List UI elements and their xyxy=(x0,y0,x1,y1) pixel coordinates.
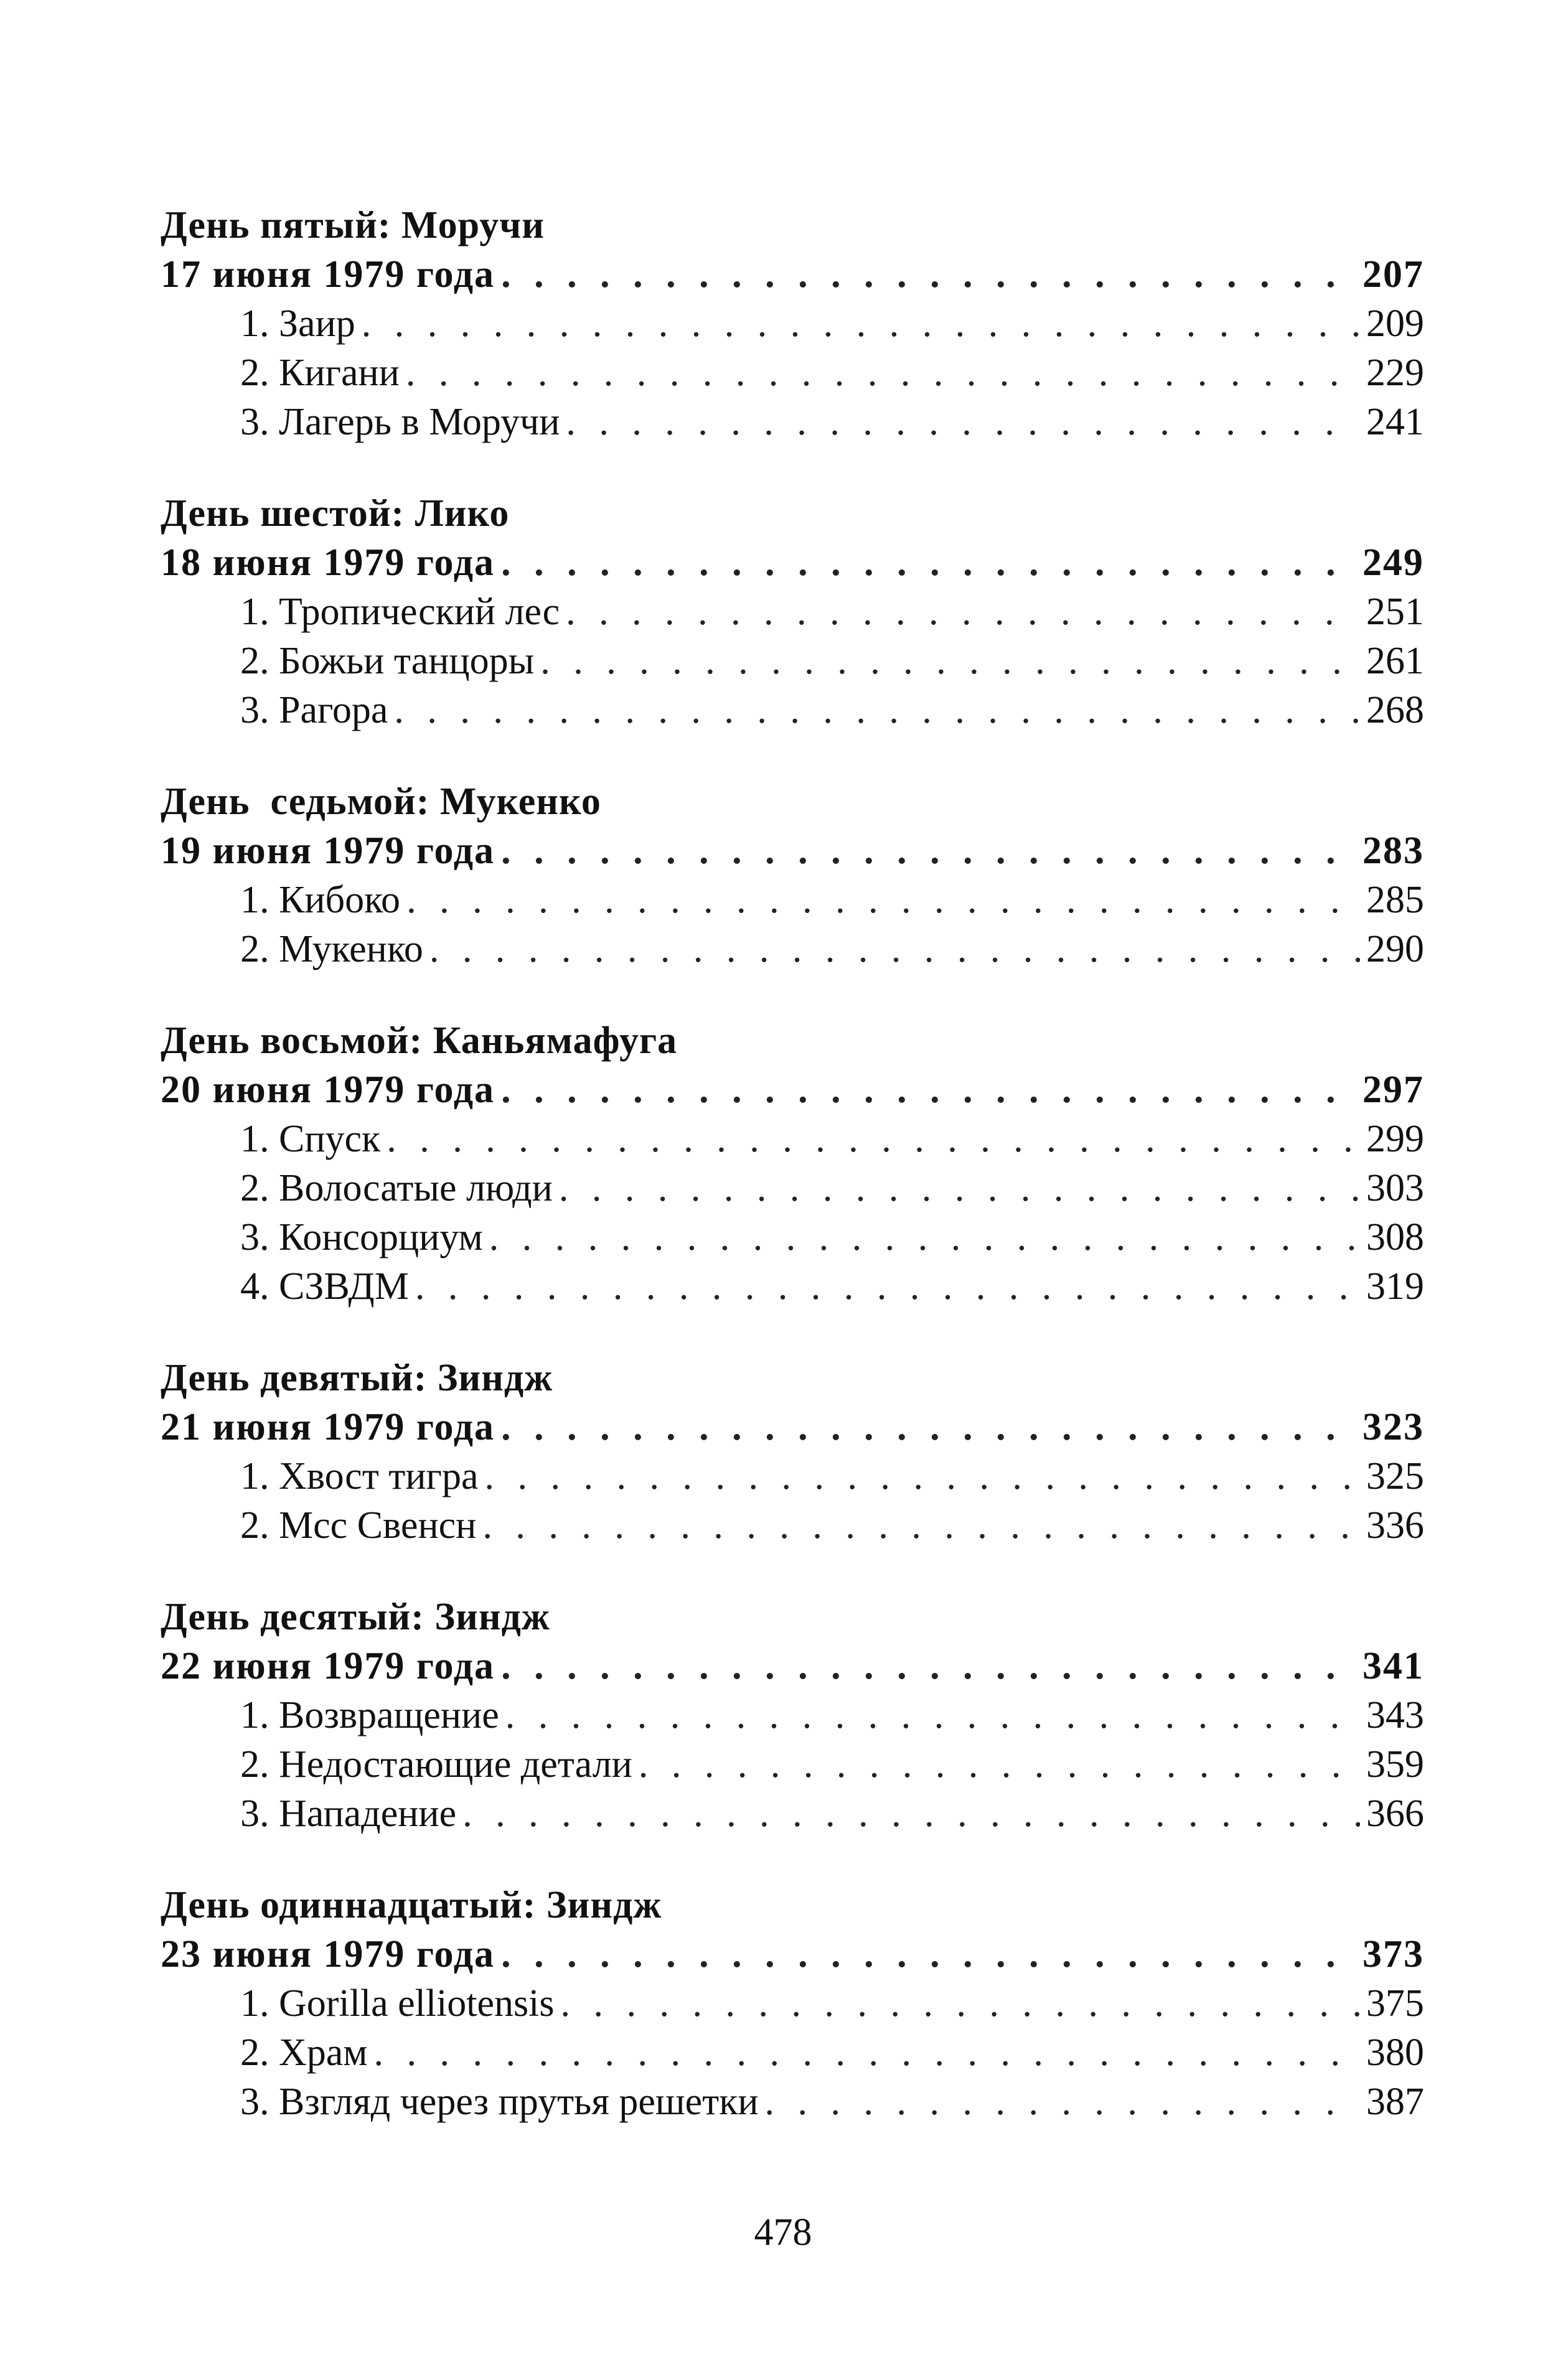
chapter-title: 3. Консорциум xyxy=(240,1216,483,1258)
day-heading-text: День восьмой: Каньямафуга xyxy=(161,1019,678,1062)
date-label: 18 июня 1979 года xyxy=(161,541,495,584)
entry-page-number: 241 xyxy=(1366,401,1424,443)
entry-page-number: 283 xyxy=(1362,830,1424,872)
dot-leader xyxy=(501,1642,1356,1691)
entry-page-number: 308 xyxy=(1366,1216,1424,1258)
dot-leader xyxy=(501,827,1356,876)
toc-section xyxy=(161,1354,1424,1550)
toc-section xyxy=(161,1593,1424,1839)
dot-leader xyxy=(482,1501,1360,1550)
dot-leader xyxy=(639,1740,1360,1789)
dot-leader xyxy=(501,1403,1356,1452)
chapter-entry xyxy=(161,299,1424,349)
day-heading xyxy=(161,1354,1424,1403)
date-label: 20 июня 1979 года xyxy=(161,1069,495,1111)
entry-page-number: 303 xyxy=(1366,1167,1424,1209)
chapter-title: 1. Кибоко xyxy=(240,879,401,921)
date-label: 17 июня 1979 года xyxy=(161,253,495,296)
dot-leader xyxy=(406,876,1360,925)
chapter-entry xyxy=(161,1979,1424,2028)
dot-leader xyxy=(387,1115,1360,1164)
toc-section xyxy=(161,489,1424,735)
entry-page-number: 261 xyxy=(1366,640,1424,682)
entry-page-number: 325 xyxy=(1366,1455,1424,1497)
dot-leader xyxy=(501,1930,1356,1979)
chapter-entry xyxy=(161,637,1424,686)
entry-page-number: 249 xyxy=(1362,541,1424,584)
chapter-entry xyxy=(161,925,1424,974)
dot-leader xyxy=(489,1213,1360,1262)
entry-page-number: 323 xyxy=(1362,1406,1424,1448)
chapter-entry xyxy=(161,1262,1424,1311)
entry-page-number: 343 xyxy=(1366,1694,1424,1736)
chapter-entry xyxy=(161,2028,1424,2078)
dot-leader xyxy=(765,2078,1360,2127)
dot-leader xyxy=(566,398,1360,447)
day-heading xyxy=(161,1593,1424,1642)
chapter-title: 1. Хвост тигра xyxy=(240,1455,479,1497)
entry-page-number: 290 xyxy=(1366,928,1424,970)
chapter-title: 1. Спуск xyxy=(240,1118,381,1160)
page-number: 478 xyxy=(754,2211,812,2254)
chapter-entry xyxy=(161,1164,1424,1213)
date-entry xyxy=(161,827,1424,876)
entry-page-number: 319 xyxy=(1366,1265,1424,1308)
dot-leader xyxy=(394,686,1360,735)
dot-leader xyxy=(559,1164,1360,1213)
dot-leader xyxy=(505,1691,1360,1740)
chapter-entry xyxy=(161,1115,1424,1164)
date-label: 21 июня 1979 года xyxy=(161,1406,495,1448)
entry-page-number: 297 xyxy=(1362,1069,1424,1111)
entry-page-number: 207 xyxy=(1362,253,1424,296)
chapter-entry xyxy=(161,1789,1424,1839)
date-label: 22 июня 1979 года xyxy=(161,1645,495,1687)
day-heading xyxy=(161,201,1424,250)
entry-page-number: 268 xyxy=(1366,689,1424,731)
dot-leader xyxy=(501,538,1356,588)
dot-leader xyxy=(501,1066,1356,1115)
chapter-title: 1. Тропический лес xyxy=(240,591,560,633)
chapter-entry xyxy=(161,1740,1424,1789)
chapter-title: 2. Храм xyxy=(240,2031,368,2074)
chapter-title: 2. Волосатые люди xyxy=(240,1167,553,1209)
entry-page-number: 251 xyxy=(1366,591,1424,633)
entry-page-number: 375 xyxy=(1366,1982,1424,2025)
chapter-entry xyxy=(161,876,1424,925)
day-heading xyxy=(161,1016,1424,1066)
chapter-entry xyxy=(161,1213,1424,1262)
chapter-title: 3. Лагерь в Моручи xyxy=(240,401,560,443)
day-heading-text: День девятый: Зиндж xyxy=(161,1357,553,1399)
day-heading-text: День пятый: Моручи xyxy=(161,204,545,246)
entry-page-number: 373 xyxy=(1362,1933,1424,1975)
chapter-title: 3. Взгляд через прутья решетки xyxy=(240,2081,759,2123)
entry-page-number: 285 xyxy=(1366,879,1424,921)
date-entry xyxy=(161,538,1424,588)
day-heading xyxy=(161,489,1424,538)
date-entry xyxy=(161,1403,1424,1452)
dot-leader xyxy=(561,1979,1360,2028)
toc-section xyxy=(161,1881,1424,2127)
chapter-title: 1. Gorilla elliotensis xyxy=(240,1982,555,2025)
date-entry xyxy=(161,250,1424,299)
chapter-title: 2. Мукенко xyxy=(240,928,423,970)
toc-section xyxy=(161,1016,1424,1311)
toc-section xyxy=(161,777,1424,974)
entry-page-number: 336 xyxy=(1366,1504,1424,1547)
chapter-entry xyxy=(161,588,1424,637)
chapter-entry xyxy=(161,1452,1424,1501)
date-entry xyxy=(161,1642,1424,1691)
date-label: 19 июня 1979 года xyxy=(161,830,495,872)
day-heading xyxy=(161,777,1424,827)
entry-page-number: 209 xyxy=(1366,302,1424,345)
chapter-title: 3. Нападение xyxy=(240,1792,457,1835)
dot-leader xyxy=(501,250,1356,299)
chapter-entry xyxy=(161,349,1424,398)
chapter-title: 2. Недостающие детали xyxy=(240,1743,632,1786)
day-heading-text: День седьмой: Мукенко xyxy=(161,780,601,823)
date-entry xyxy=(161,1930,1424,1979)
day-heading-text: День шестой: Лико xyxy=(161,492,510,535)
chapter-title: 2. Божьи танцоры xyxy=(240,640,535,682)
chapter-title: 2. Мсс Свенсн xyxy=(240,1504,477,1547)
chapter-entry xyxy=(161,1501,1424,1550)
day-heading xyxy=(161,1881,1424,1930)
dot-leader xyxy=(406,349,1360,398)
toc-section xyxy=(161,201,1424,447)
dot-leader xyxy=(415,1262,1360,1311)
entry-page-number: 299 xyxy=(1366,1118,1424,1160)
chapter-title: 3. Рагора xyxy=(240,689,388,731)
chapter-entry xyxy=(161,2078,1424,2127)
entry-page-number: 359 xyxy=(1366,1743,1424,1786)
chapter-title: 1. Возвращение xyxy=(240,1694,499,1736)
dot-leader xyxy=(362,299,1360,349)
chapter-title: 4. СЗВДМ xyxy=(240,1265,409,1308)
day-heading-text: День одиннадцатый: Зиндж xyxy=(161,1884,662,1926)
chapter-title: 1. Заир xyxy=(240,302,355,345)
chapter-entry xyxy=(161,686,1424,735)
dot-leader xyxy=(485,1452,1360,1501)
day-heading-text: День десятый: Зиндж xyxy=(161,1596,550,1638)
date-label: 23 июня 1979 года xyxy=(161,1933,495,1975)
chapter-title: 2. Кигани xyxy=(240,352,400,394)
entry-page-number: 229 xyxy=(1366,352,1424,394)
entry-page-number: 380 xyxy=(1366,2031,1424,2074)
dot-leader xyxy=(540,637,1360,686)
date-entry xyxy=(161,1066,1424,1115)
chapter-entry xyxy=(161,1691,1424,1740)
entry-page-number: 387 xyxy=(1366,2081,1424,2123)
dot-leader xyxy=(566,588,1360,637)
entry-page-number: 341 xyxy=(1362,1645,1424,1687)
entry-page-number: 366 xyxy=(1366,1792,1424,1835)
chapter-entry xyxy=(161,398,1424,447)
dot-leader xyxy=(462,1789,1360,1839)
table-of-contents xyxy=(161,201,1424,2169)
dot-leader xyxy=(374,2028,1360,2078)
dot-leader xyxy=(429,925,1360,974)
